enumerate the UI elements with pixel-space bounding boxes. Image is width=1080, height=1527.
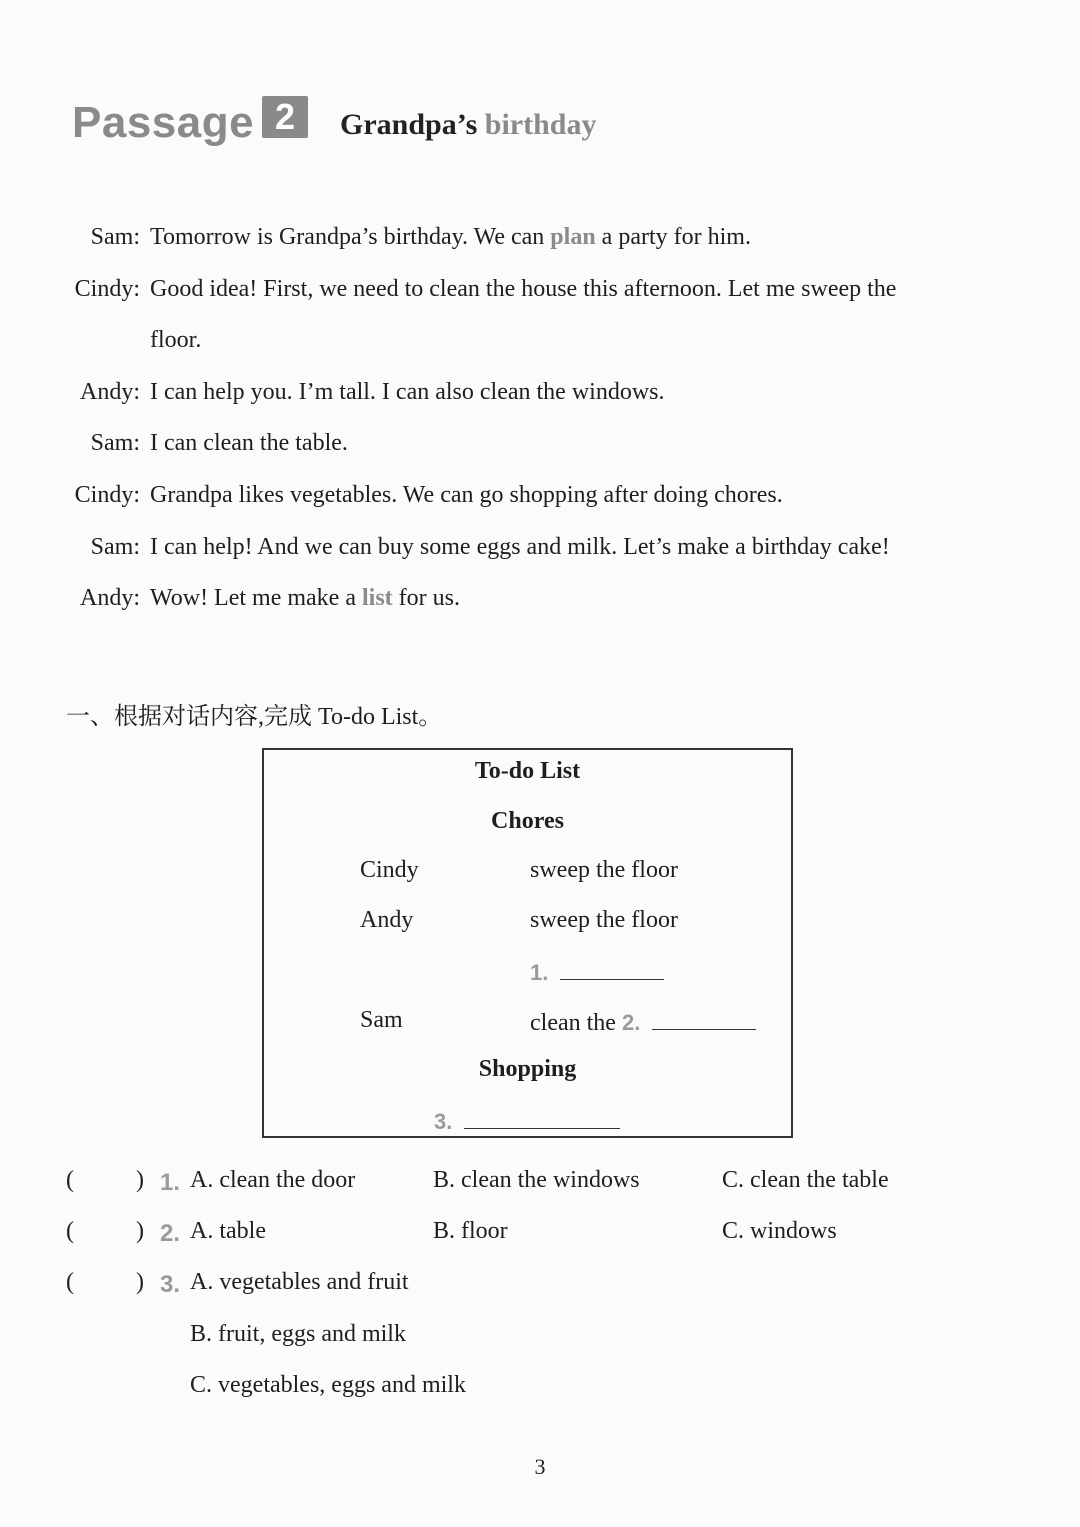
dialogue-line bbox=[0, 585, 1080, 617]
passage-title bbox=[340, 108, 596, 142]
highlight-word: list bbox=[361, 585, 393, 611]
todo-list-box bbox=[262, 748, 793, 1138]
question-number: 1. bbox=[160, 1169, 181, 1196]
speech: Good idea! First, we need to clean the house this afternoon. Let me sweep the bbox=[150, 276, 897, 302]
answer-paren-close: ) bbox=[136, 1218, 144, 1244]
dialogue-line bbox=[0, 224, 1080, 256]
option-a[interactable]: A. clean the door bbox=[190, 1167, 356, 1193]
dialogue-line bbox=[0, 379, 1080, 411]
chores-heading: Chores bbox=[491, 808, 564, 834]
dialogue-line bbox=[0, 482, 1080, 514]
todo-task: sweep the floor bbox=[530, 907, 678, 933]
answer-paren-close: ) bbox=[136, 1167, 144, 1193]
option-c[interactable]: C. vegetables, eggs and milk bbox=[190, 1372, 466, 1398]
answer-blank[interactable] bbox=[652, 1007, 756, 1030]
answer-paren-open[interactable]: ( bbox=[66, 1167, 74, 1193]
option-a[interactable]: A. vegetables and fruit bbox=[190, 1269, 409, 1295]
question-number: 2. bbox=[160, 1220, 181, 1247]
blank-number: 1. bbox=[530, 960, 549, 985]
option-c[interactable]: C. clean the table bbox=[722, 1167, 889, 1193]
speech bbox=[150, 224, 751, 251]
todo-task: sweep the floor bbox=[530, 857, 678, 883]
passage-number-badge: 2 bbox=[262, 96, 308, 138]
option-b[interactable]: B. clean the windows bbox=[433, 1167, 640, 1193]
blank-number: 3. bbox=[434, 1109, 453, 1134]
speaker: Sam: bbox=[90, 224, 140, 250]
speech: I can clean the table. bbox=[150, 430, 348, 456]
answer-paren-close: ) bbox=[136, 1269, 144, 1295]
speech: I can help you. I’m tall. I can also clean the windows. bbox=[150, 379, 665, 405]
blank-item-2 bbox=[530, 1007, 756, 1037]
answer-paren-open[interactable]: ( bbox=[66, 1269, 74, 1295]
dialogue-line bbox=[0, 327, 1080, 359]
page-number: 3 bbox=[534, 1454, 546, 1479]
title-main: Grandpa’s bbox=[340, 108, 478, 141]
speech: floor. bbox=[150, 327, 202, 353]
answer-paren-open[interactable]: ( bbox=[66, 1218, 74, 1244]
speaker: Cindy: bbox=[74, 482, 140, 508]
option-b[interactable]: B. floor bbox=[433, 1218, 508, 1244]
todo-task: clean the bbox=[530, 1010, 616, 1036]
speaker: Andy: bbox=[80, 379, 140, 405]
speaker: Cindy: bbox=[74, 276, 140, 302]
speech-text: for us. bbox=[398, 585, 460, 611]
option-b[interactable]: B. fruit, eggs and milk bbox=[190, 1321, 406, 1347]
shopping-heading: Shopping bbox=[478, 1056, 577, 1082]
option-c[interactable]: C. windows bbox=[722, 1218, 837, 1244]
dialogue-line bbox=[0, 430, 1080, 462]
answer-blank[interactable] bbox=[464, 1106, 620, 1129]
dialogue-line bbox=[0, 276, 1080, 308]
speech: I can help! And we can buy some eggs and milk. Let’s make a birthday cake! bbox=[150, 534, 890, 560]
todo-name: Andy bbox=[360, 907, 414, 933]
blank-item-3 bbox=[434, 1106, 620, 1136]
speaker: Andy: bbox=[80, 585, 140, 611]
speech-text: Tomorrow is Grandpa’s birthday. We can bbox=[150, 224, 545, 250]
todo-name: Sam bbox=[360, 1007, 403, 1033]
question-number: 3. bbox=[160, 1271, 181, 1298]
section-title: 一、根据对话内容,完成 To-do List。 bbox=[66, 704, 443, 730]
speech bbox=[150, 585, 460, 612]
todo-name: Cindy bbox=[360, 857, 419, 883]
option-a[interactable]: A. table bbox=[190, 1218, 266, 1244]
dialogue-line bbox=[0, 534, 1080, 566]
speech-text: a party for him. bbox=[601, 224, 751, 250]
todo-title: To-do List bbox=[474, 758, 581, 784]
blank-item-1 bbox=[530, 957, 664, 987]
blank-number: 2. bbox=[621, 1010, 641, 1035]
title-grey: birthday bbox=[484, 108, 597, 141]
speaker: Sam: bbox=[90, 534, 140, 560]
answer-blank[interactable] bbox=[560, 957, 664, 980]
passage-label: Passage bbox=[72, 98, 255, 147]
speaker: Sam: bbox=[90, 430, 140, 456]
speech: Grandpa likes vegetables. We can go shopping after doing chores. bbox=[150, 482, 783, 508]
speech-text: Wow! Let me make a bbox=[150, 585, 356, 611]
highlight-word: plan bbox=[550, 224, 596, 250]
